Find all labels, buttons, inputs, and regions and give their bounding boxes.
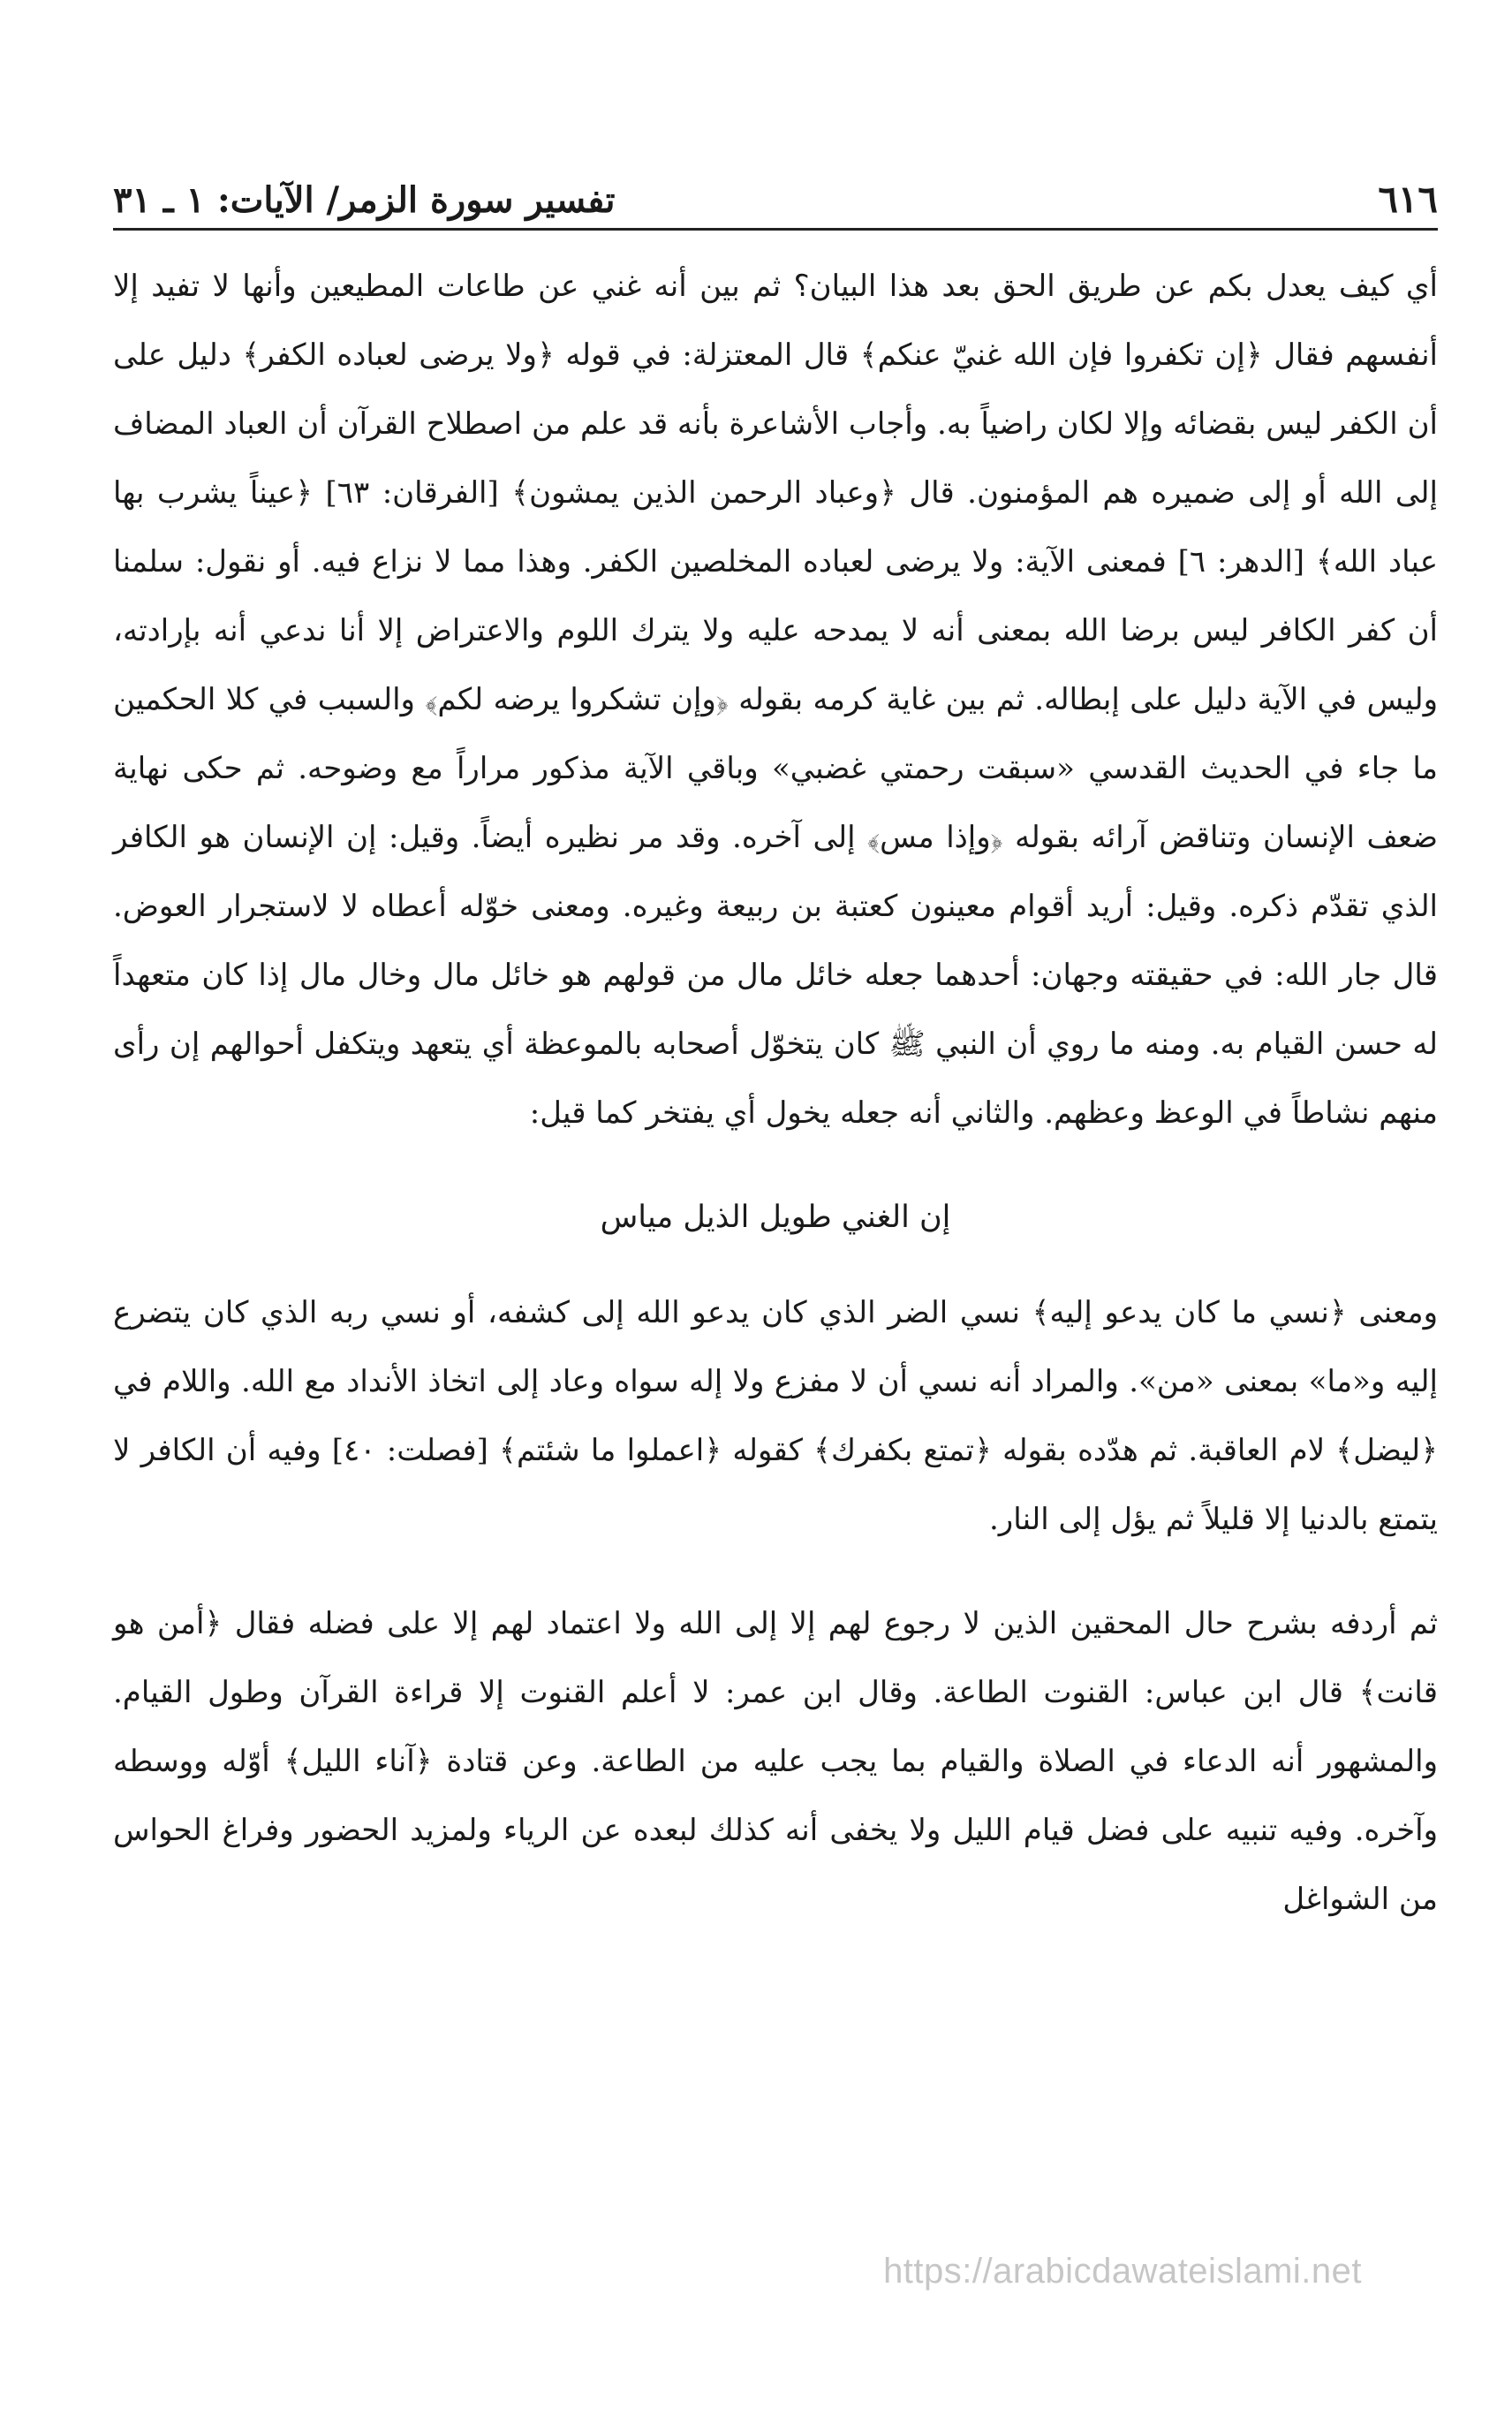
paragraph-1: أي كيف يعدل بكم عن طريق الحق بعد هذا البيان؟ ثم بين أنه غني عن طاعات المطيعين وأنها لا تفيد إلا أنفسهم فقال ﴿إن تكفروا فإن الله غنيّ عنكم﴾ قال المعتزلة: في قوله ﴿ولا يرضى لعباده الكفر﴾ دليل على أن الكفر ليس بقضائه وإلا لكان راضياً به. وأجاب الأشاعرة بأنه قد علم من اصطلاح القرآن أن العباد المضاف إلى الله أو إلى ضميره هم المؤمنون. قال ﴿وعباد الرحمن الذين يمشون﴾ [الفرقان: ٦٣] ﴿عيناً يشرب بها عباد الله﴾ [الدهر: ٦] فمعنى الآية: ولا يرضى لعباده المخلصين الكفر. وهذا مما لا نزاع فيه. أو نقول: سلمنا أن كفر الكافر ليس برضا الله بمعنى أنه لا يمدحه عليه ولا يترك اللوم والاعتراض إلا أنا ندعي أنه بإرادته، وليس في الآية دليل على إبطاله. ثم بين غاية كرمه بقوله ﴿وإن تشكروا يرضه لكم﴾ والسبب في كلا الحكمين ما جاء في الحديث القدسي «سبقت رحمتي غضبي» وباقي الآية مذكور مراراً مع وضوحه. ثم حكى نهاية ضعف الإنسان وتناقض آرائه بقوله ﴿وإذا مس﴾ إلى آخره. وقد مر نظيره أيضاً. وقيل: إن الإنسان هو الكافر الذي تقدّم ذكره. وقيل: أريد أقوام معينون كعتبة بن ربيعة وغيره. ومعنى خوّله أعطاه لا لاستجرار العوض. قال جار الله: في حقيقته وجهان: أحدهما جعله خائل مال من قولهم هو خائل مال وخال مال إذا كان متعهداً له حسن القيام به. ومنه ما روي أن النبي ﷺ كان يتخوّل أصحابه بالموعظة أي يتعهد ويتكفل أحوالهم إن رأى منهم نشاطاً في الوعظ وعظهم. والثاني أنه جعله يخول أي يفتخر كما قيل: xyxy=(113,269,1438,1131)
page-body xyxy=(113,252,1438,1934)
paragraph-2: ومعنى ﴿نسي ما كان يدعو إليه﴾ نسي الضر الذي كان يدعو الله إلى كشفه، أو نسي ربه الذي كان يتضرع إليه و«ما» بمعنى «من». والمراد أنه نسي أن لا مفزع ولا إله سواه وعاد إلى اتخاذ الأنداد مع الله. واللام في ﴿ليضل﴾ لام العاقبة. ثم هدّده بقوله ﴿تمتع بكفرك﴾ كقوله ﴿اعملوا ما شئتم﴾ [فصلت: ٤٠] وفيه أن الكافر لا يتمتع بالدنيا إلا قليلاً ثم يؤل إلى النار. xyxy=(113,1295,1438,1537)
poetry-verse: إن الغني طويل الذيل مياس xyxy=(600,1200,951,1235)
header-rule xyxy=(113,228,1438,231)
running-header xyxy=(113,159,1438,221)
page-number: ٦١٦ xyxy=(1378,178,1438,221)
site-watermark: https://arabicdawateislami.net xyxy=(883,2252,1362,2291)
paragraph-3: ثم أردفه بشرح حال المحقين الذين لا رجوع لهم إلا إلى الله ولا اعتماد لهم إلا على فضله فقال ﴿أمن هو قانت﴾ قال ابن عباس: القنوت الطاعة. وقال ابن عمر: لا أعلم القنوت إلا قراءة القرآن وطول القيام. والمشهور أنه الدعاء في الصلاة والقيام بما يجب عليه من الطاعة. وعن قتادة ﴿آناء الليل﴾ أوّله ووسطه وآخره. وفيه تنبيه على فضل قيام الليل ولا يخفى أنه كذلك لبعده عن الرياء ولمزيد الحضور وفراغ الحواس من الشواغل xyxy=(113,1606,1438,1917)
running-title: تفسير سورة الزمر/ الآيات: ١ ـ ٣١ xyxy=(113,179,616,221)
